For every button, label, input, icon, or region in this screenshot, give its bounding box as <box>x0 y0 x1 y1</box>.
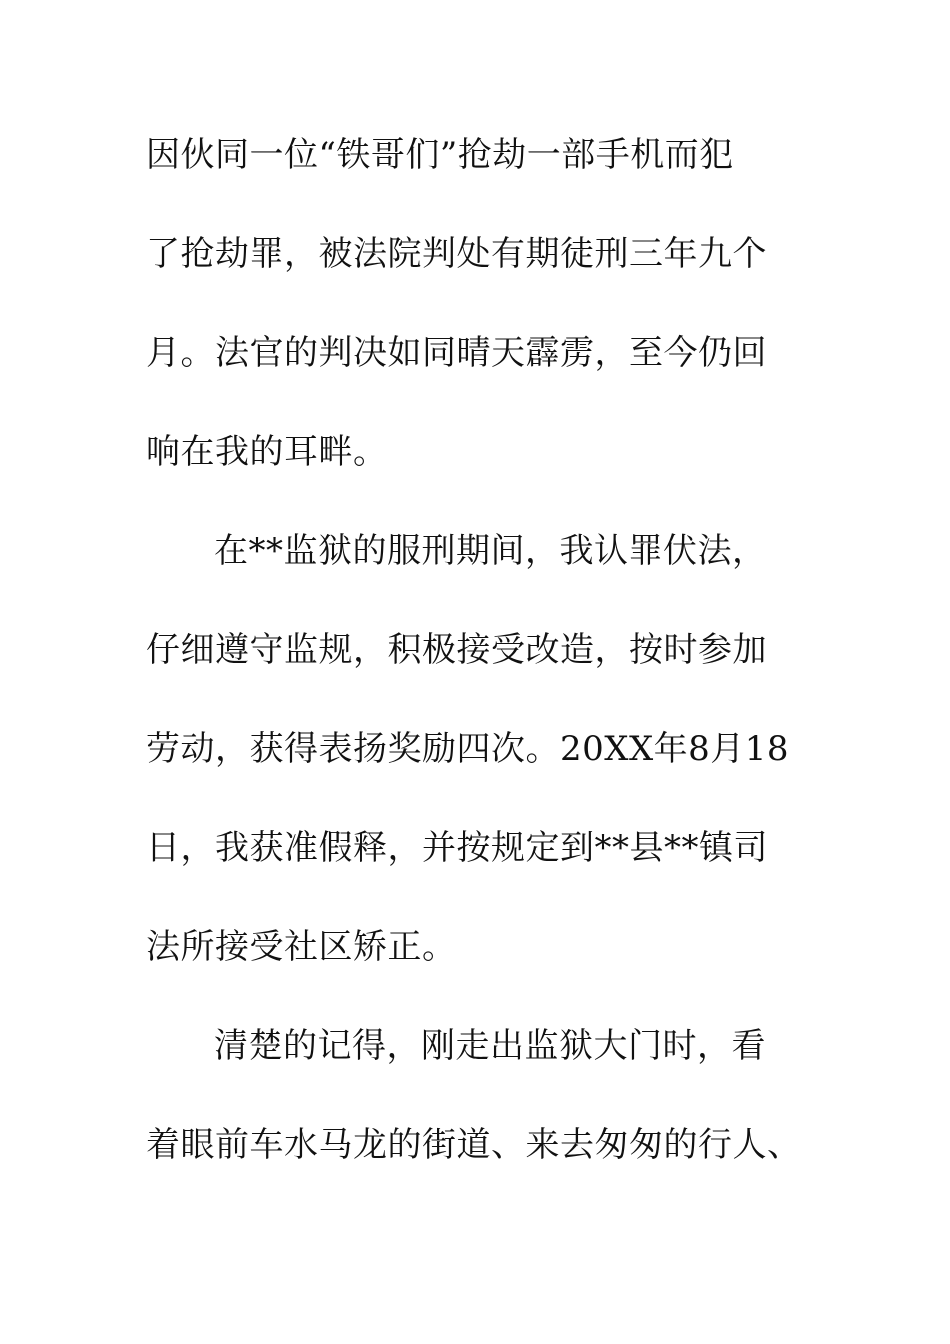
text-line: 了抢劫罪，被法院判处有期徒刑三年九个 <box>146 234 767 274</box>
text-line: 劳动，获得表扬奖励四次。20XX年8月18 <box>146 729 790 769</box>
paragraph-first-line: 在**监狱的服刑期间，我认罪伏法， <box>214 531 767 571</box>
text-line: 着眼前车水马龙的街道、来去匆匆的行人、 <box>146 1125 802 1165</box>
paragraph-first-line: 清楚的记得，刚走出监狱大门时，看 <box>214 1026 766 1066</box>
text-line: 仔细遵守监规，积极接受改造，按时参加 <box>146 630 767 670</box>
text-line: 响在我的耳畔。 <box>146 432 388 472</box>
text-line: 因伙同一位“铁哥们”抢劫一部手机而犯 <box>146 135 734 175</box>
text-line: 日，我获准假释，并按规定到**县**镇司 <box>146 828 768 868</box>
text-line: 法所接受社区矫正。 <box>146 927 457 967</box>
text-line: 月。法官的判决如同晴天霹雳，至今仍回 <box>146 333 767 373</box>
